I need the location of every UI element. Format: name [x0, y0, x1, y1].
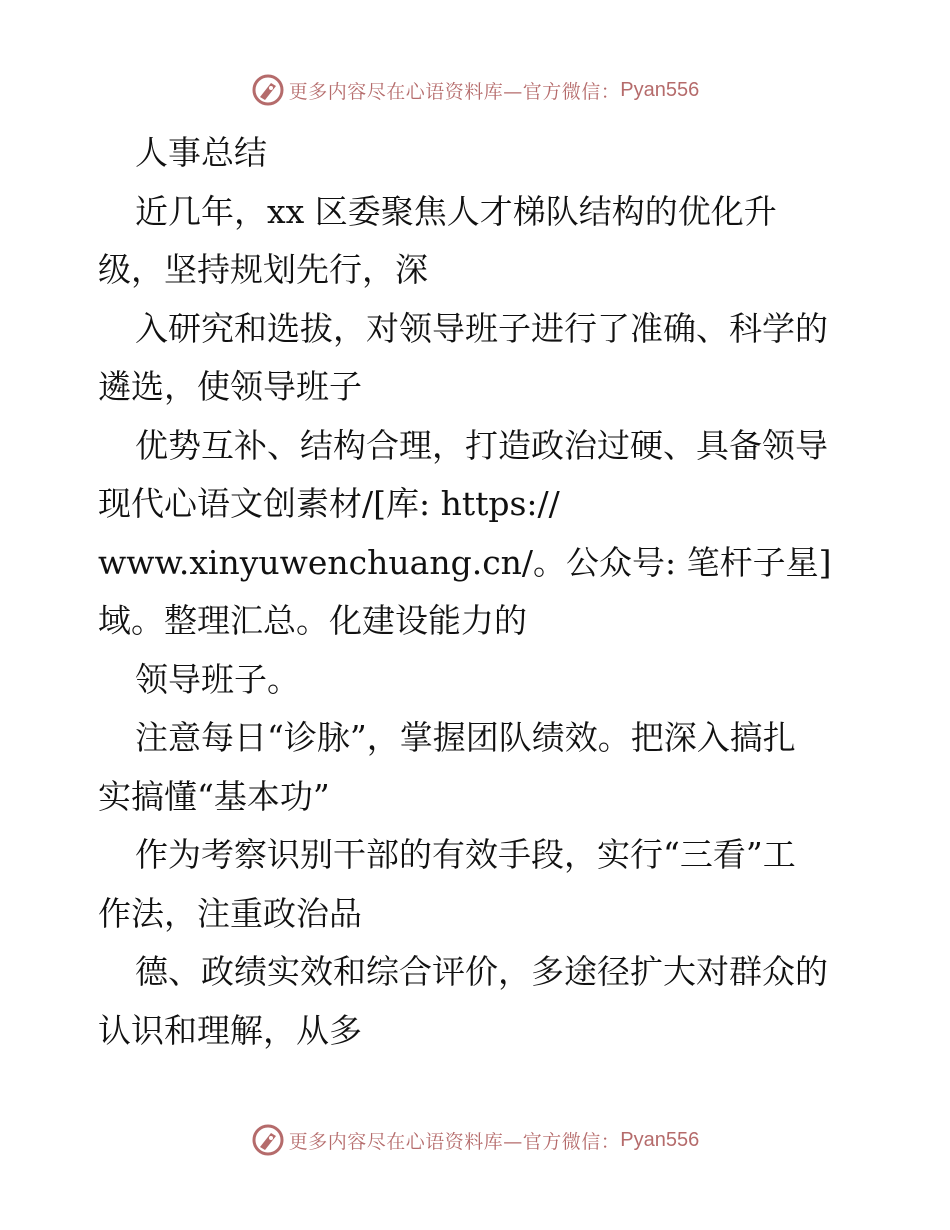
pen-nib-logo-icon: [251, 73, 285, 107]
footer-watermark: [0, 1120, 950, 1160]
text-line: 现代心语文创素材/[库: https://: [98, 484, 560, 523]
text-line: 注意每日“诊脉”，掌握团队绩效。把深入搞扎: [135, 718, 796, 757]
text-line: 入研究和选拔，对领导班子进行了准确、科学的: [135, 308, 828, 348]
document-title: 人事总结: [135, 133, 267, 172]
text-line: 作为考察识别干部的有效手段，实行“三看”工: [135, 835, 796, 874]
text-line: 领导班子。: [135, 659, 300, 699]
watermark-text: 更多内容尽在心语资料库—官方微信：: [288, 80, 621, 103]
text-line: 近几年，xx 区委聚焦人才梯队结构的优化升: [135, 191, 777, 231]
text-line: www.xinyuwenchuang.cn/。公众号: 笔杆子星]: [98, 542, 832, 582]
watermark-wechat-id: Pyan556: [620, 78, 700, 101]
document-body: [98, 124, 858, 1060]
text-line: 遴选，使领导班子: [98, 367, 362, 406]
header-watermark: [0, 70, 950, 110]
text-line: 实搞懂“基本功”: [98, 776, 330, 816]
watermark-text: 更多内容尽在心语资料库—官方微信：: [288, 1130, 621, 1153]
text-line: 级，坚持规划先行，深: [98, 250, 428, 289]
text-line: 认识和理解，从多: [98, 1010, 362, 1050]
text-line: 德、政绩实效和综合评价，多途径扩大对群众的: [135, 952, 828, 991]
text-line: 优势互补、结构合理，打造政治过硬、具备领导: [135, 425, 828, 465]
pen-nib-logo-icon: [251, 1123, 285, 1157]
text-line: 域。整理汇总。化建设能力的: [98, 601, 527, 640]
text-line: 作法，注重政治品: [98, 893, 362, 933]
watermark-wechat-id: Pyan556: [620, 1128, 700, 1151]
